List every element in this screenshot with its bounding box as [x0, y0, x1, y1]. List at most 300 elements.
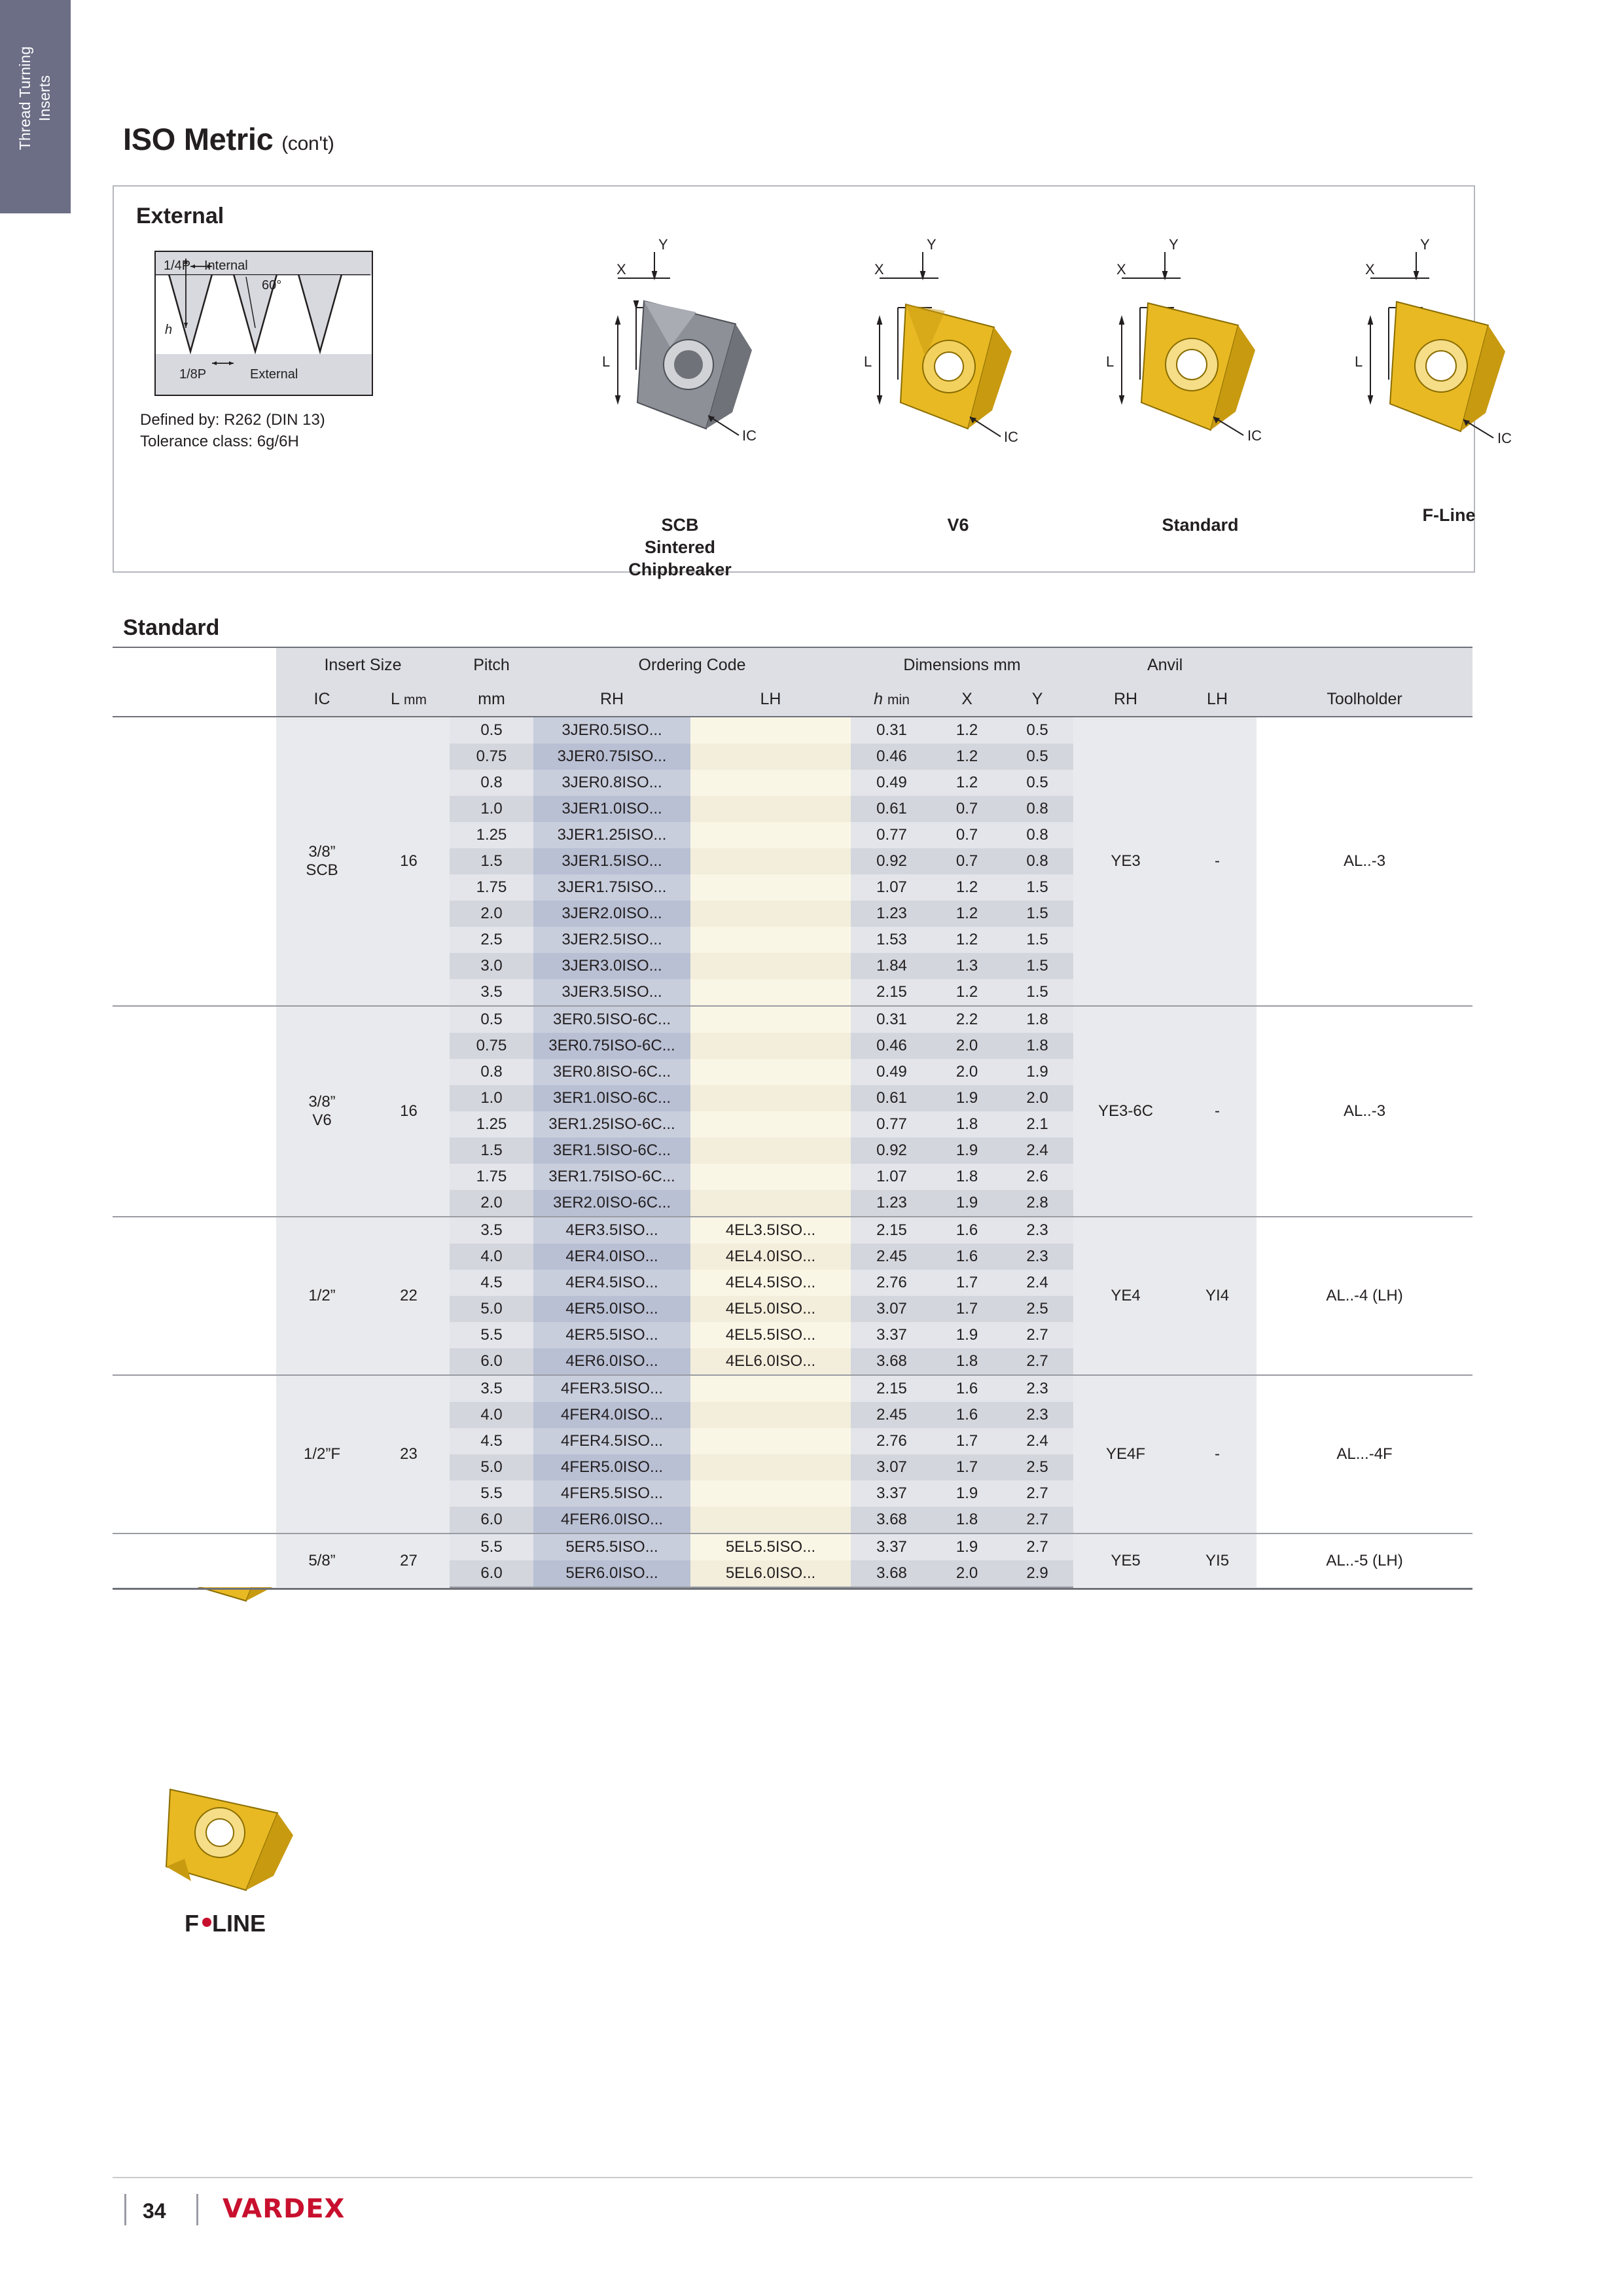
table-row — [113, 1534, 1472, 1560]
cell-pitch: 0.75 — [450, 744, 533, 770]
cell-pitch: 6.0 — [450, 1507, 533, 1534]
figure-caption-scb-l1: SCB — [661, 515, 699, 535]
cell-h-min: 1.53 — [851, 927, 933, 953]
cell-pitch: 2.5 — [450, 927, 533, 953]
cell-h-min: 2.15 — [851, 1375, 933, 1402]
svg-text:IC: IC — [742, 427, 757, 444]
cell-ordering-code-lh — [690, 1480, 851, 1507]
svg-text:IC: IC — [1247, 427, 1262, 444]
cell-pitch: 1.5 — [450, 848, 533, 874]
cell-pitch: 1.25 — [450, 1111, 533, 1138]
cell-ordering-code-rh: 4ER6.0ISO... — [533, 1348, 690, 1375]
cell-x: 1.2 — [933, 744, 1001, 770]
cell-pitch: 0.5 — [450, 1006, 533, 1033]
cell-toolholder: AL..-4 (LH) — [1257, 1217, 1472, 1375]
cell-y: 2.4 — [1001, 1138, 1073, 1164]
cell-x: 1.6 — [933, 1244, 1001, 1270]
cell-h-min: 3.37 — [851, 1480, 933, 1507]
column-header-l — [368, 682, 450, 717]
cell-ordering-code-rh: 3ER1.0ISO-6C... — [533, 1085, 690, 1111]
label-eighth-p: 1/8P — [179, 367, 207, 382]
cell-pitch: 5.5 — [450, 1534, 533, 1560]
cell-y: 2.0 — [1001, 1085, 1073, 1111]
cell-ordering-code-lh — [690, 848, 851, 874]
cell-ordering-code-rh: 3ER0.75ISO-6C... — [533, 1033, 690, 1059]
cell-pitch: 1.25 — [450, 822, 533, 848]
cell-h-min: 2.45 — [851, 1402, 933, 1428]
cell-pitch: 0.8 — [450, 1059, 533, 1085]
column-header-h-min — [851, 682, 933, 717]
cell-ordering-code-lh — [690, 1138, 851, 1164]
cell-ordering-code-rh: 4FER4.0ISO... — [533, 1402, 690, 1428]
cell-ordering-code-lh — [690, 1164, 851, 1190]
cell-ordering-code-rh: 5ER6.0ISO... — [533, 1560, 690, 1587]
group-header-anvil: Anvil — [1073, 648, 1257, 682]
cell-x: 1.7 — [933, 1454, 1001, 1480]
cell-h-min: 0.31 — [851, 717, 933, 744]
insert-image-cell — [113, 1217, 276, 1375]
cell-ordering-code-lh — [690, 1111, 851, 1138]
cell-h-min: 0.46 — [851, 1033, 933, 1059]
cell-ordering-code-lh — [690, 744, 851, 770]
cell-ordering-code-lh — [690, 1006, 851, 1033]
cell-ic: 5/8” — [276, 1534, 368, 1587]
standard-insert-figure-icon — [1102, 239, 1311, 501]
cell-l: 22 — [368, 1217, 450, 1375]
fline-insert-thumbnail-icon — [143, 1761, 306, 1911]
column-header-pitch-mm: mm — [450, 682, 533, 717]
cell-ordering-code-rh: 3JER1.0ISO... — [533, 796, 690, 822]
cell-x: 0.7 — [933, 796, 1001, 822]
cell-x: 1.6 — [933, 1217, 1001, 1244]
cell-x: 1.8 — [933, 1164, 1001, 1190]
cell-ordering-code-rh: 3ER2.0ISO-6C... — [533, 1190, 690, 1217]
cell-h-min: 0.49 — [851, 770, 933, 796]
cell-ordering-code-lh — [690, 770, 851, 796]
cell-y: 2.3 — [1001, 1375, 1073, 1402]
cell-pitch: 1.75 — [450, 874, 533, 901]
cell-pitch: 4.0 — [450, 1402, 533, 1428]
page-title-main: ISO Metric — [123, 122, 274, 156]
cell-y: 0.8 — [1001, 796, 1073, 822]
group-header-blank — [1257, 648, 1472, 682]
svg-text:Y: Y — [927, 239, 936, 253]
cell-ordering-code-rh: 4FER5.5ISO... — [533, 1480, 690, 1507]
cell-ordering-code-rh: 3ER0.8ISO-6C... — [533, 1059, 690, 1085]
insert-image-cell — [113, 1006, 276, 1217]
cell-x: 2.0 — [933, 1560, 1001, 1587]
cell-h-min: 3.37 — [851, 1534, 933, 1560]
cell-pitch: 2.0 — [450, 1190, 533, 1217]
footer-rule — [113, 2177, 1472, 2178]
cell-ordering-code-lh — [690, 953, 851, 979]
cell-ic: 1/2” — [276, 1217, 368, 1375]
cell-anvil-rh: YE3-6C — [1073, 1006, 1178, 1217]
cell-ordering-code-lh: 4EL4.5ISO... — [690, 1270, 851, 1296]
cell-toolholder: AL..-3 — [1257, 717, 1472, 1006]
column-header-l-unit: mm — [403, 692, 427, 708]
cell-ordering-code-rh: 4ER4.0ISO... — [533, 1244, 690, 1270]
header-spacer-2 — [113, 682, 276, 717]
cell-ordering-code-rh: 3JER1.5ISO... — [533, 848, 690, 874]
cell-y: 2.7 — [1001, 1322, 1073, 1348]
section-tab-line2: Inserts — [36, 75, 53, 122]
cell-y: 1.8 — [1001, 1006, 1073, 1033]
table-row — [113, 1006, 1472, 1033]
cell-y: 0.5 — [1001, 744, 1073, 770]
fline-logo-icon — [185, 1908, 283, 1939]
svg-text:IC: IC — [1497, 430, 1512, 446]
label-quarter-p: 1/4P — [164, 259, 191, 273]
svg-text:Y: Y — [658, 239, 668, 253]
defined-by-line1: Defined by: R262 (DIN 13) — [140, 411, 325, 429]
cell-ordering-code-lh: 4EL4.0ISO... — [690, 1244, 851, 1270]
section-tab — [0, 0, 71, 213]
cell-l: 16 — [368, 717, 450, 1006]
table-bottom-rule — [113, 1588, 1472, 1590]
cell-pitch: 3.5 — [450, 1375, 533, 1402]
cell-anvil-rh: YE5 — [1073, 1534, 1178, 1587]
cell-y: 1.5 — [1001, 874, 1073, 901]
cell-l: 27 — [368, 1534, 450, 1587]
cell-y: 1.5 — [1001, 901, 1073, 927]
cell-h-min: 0.61 — [851, 796, 933, 822]
cell-ordering-code-rh: 4FER6.0ISO... — [533, 1507, 690, 1534]
column-header-rh: RH — [533, 682, 690, 717]
svg-text:L: L — [864, 353, 872, 370]
cell-pitch: 3.5 — [450, 979, 533, 1006]
cell-ordering-code-rh: 4FER4.5ISO... — [533, 1428, 690, 1454]
column-header-ic: IC — [276, 682, 368, 717]
cell-ordering-code-lh — [690, 1033, 851, 1059]
page-number: 34 — [143, 2199, 166, 2223]
cell-x: 2.0 — [933, 1059, 1001, 1085]
svg-text:L: L — [1106, 353, 1115, 370]
cell-y: 2.8 — [1001, 1190, 1073, 1217]
cell-x: 2.0 — [933, 1033, 1001, 1059]
cell-ordering-code-rh: 3JER1.25ISO... — [533, 822, 690, 848]
cell-x: 1.9 — [933, 1138, 1001, 1164]
cell-x: 1.2 — [933, 901, 1001, 927]
svg-text:LINE: LINE — [212, 1910, 266, 1937]
scb-insert-figure-icon — [598, 239, 794, 501]
cell-h-min: 1.23 — [851, 901, 933, 927]
cell-pitch: 6.0 — [450, 1348, 533, 1375]
column-header-l-letter: L — [391, 689, 400, 708]
thread-profile-diagram — [140, 251, 376, 401]
section-tab-line1: Thread Turning — [16, 46, 33, 151]
cell-y: 0.8 — [1001, 822, 1073, 848]
cell-ordering-code-lh: 4EL5.0ISO... — [690, 1296, 851, 1322]
table-row — [113, 717, 1472, 744]
cell-ordering-code-lh — [690, 927, 851, 953]
cell-x: 1.2 — [933, 770, 1001, 796]
cell-anvil-lh: YI4 — [1178, 1217, 1257, 1375]
cell-pitch: 4.0 — [450, 1244, 533, 1270]
cell-pitch: 1.5 — [450, 1138, 533, 1164]
defined-by-line2: Tolerance class: 6g/6H — [140, 433, 299, 450]
cell-pitch: 5.0 — [450, 1296, 533, 1322]
cell-anvil-rh: YE3 — [1073, 717, 1178, 1006]
cell-ordering-code-lh: 4EL5.5ISO... — [690, 1322, 851, 1348]
cell-ordering-code-rh: 3JER2.5ISO... — [533, 927, 690, 953]
cell-x: 0.7 — [933, 822, 1001, 848]
cell-l: 16 — [368, 1006, 450, 1217]
cell-y: 2.3 — [1001, 1217, 1073, 1244]
brand-logo: VARDEX — [223, 2194, 346, 2224]
cell-y: 2.4 — [1001, 1428, 1073, 1454]
cell-pitch: 0.75 — [450, 1033, 533, 1059]
cell-toolholder: AL..-5 (LH) — [1257, 1534, 1472, 1587]
cell-pitch: 6.0 — [450, 1560, 533, 1587]
section-tab-label — [15, 23, 54, 173]
cell-x: 1.2 — [933, 927, 1001, 953]
cell-y: 2.3 — [1001, 1402, 1073, 1428]
cell-anvil-rh: YE4F — [1073, 1375, 1178, 1534]
cell-y: 2.5 — [1001, 1454, 1073, 1480]
cell-pitch: 1.0 — [450, 796, 533, 822]
cell-anvil-lh: - — [1178, 1006, 1257, 1217]
cell-y: 2.9 — [1001, 1560, 1073, 1587]
cell-x: 1.9 — [933, 1322, 1001, 1348]
cell-pitch: 4.5 — [450, 1428, 533, 1454]
group-header-insert-size: Insert Size — [276, 648, 450, 682]
cell-anvil-lh: YI5 — [1178, 1534, 1257, 1587]
column-header-anvil-lh: LH — [1178, 682, 1257, 717]
cell-ordering-code-rh: 3JER0.75ISO... — [533, 744, 690, 770]
cell-l: 23 — [368, 1375, 450, 1534]
cell-y: 2.7 — [1001, 1534, 1073, 1560]
cell-ordering-code-rh: 3ER1.75ISO-6C... — [533, 1164, 690, 1190]
column-header-lh: LH — [690, 682, 851, 717]
column-header-x: X — [933, 682, 1001, 717]
cell-y: 2.3 — [1001, 1244, 1073, 1270]
cell-ordering-code-rh: 4ER5.0ISO... — [533, 1296, 690, 1322]
table-row — [113, 1217, 1472, 1244]
table-group-header-row — [113, 648, 1472, 682]
cell-x: 1.8 — [933, 1507, 1001, 1534]
column-header-toolholder: Toolholder — [1257, 682, 1472, 717]
cell-pitch: 5.5 — [450, 1322, 533, 1348]
cell-h-min: 0.77 — [851, 822, 933, 848]
cell-x: 1.7 — [933, 1270, 1001, 1296]
cell-h-min: 0.92 — [851, 848, 933, 874]
cell-pitch: 4.5 — [450, 1270, 533, 1296]
cell-ordering-code-rh: 3ER1.25ISO-6C... — [533, 1111, 690, 1138]
cell-x: 1.8 — [933, 1348, 1001, 1375]
figure-caption-scb-l2: Sintered — [644, 537, 716, 557]
cell-x: 1.2 — [933, 874, 1001, 901]
cell-h-min: 0.49 — [851, 1059, 933, 1085]
group-header-dimensions: Dimensions mm — [851, 648, 1073, 682]
cell-ordering-code-lh: 4EL3.5ISO... — [690, 1217, 851, 1244]
cell-toolholder: AL..-3 — [1257, 1006, 1472, 1217]
label-internal: Internal — [204, 259, 248, 273]
cell-ordering-code-rh: 3JER0.8ISO... — [533, 770, 690, 796]
cell-ordering-code-rh: 4ER4.5ISO... — [533, 1270, 690, 1296]
cell-h-min: 3.68 — [851, 1507, 933, 1534]
column-header-h: h — [874, 689, 883, 708]
cell-ordering-code-lh — [690, 901, 851, 927]
defined-by-note — [140, 409, 325, 452]
cell-pitch: 0.8 — [450, 770, 533, 796]
cell-ordering-code-lh — [690, 1507, 851, 1534]
cell-y: 1.5 — [1001, 953, 1073, 979]
cell-x: 2.2 — [933, 1006, 1001, 1033]
footer-bar-left — [124, 2194, 126, 2225]
standard-section-title: Standard — [123, 615, 220, 640]
svg-text:L: L — [1355, 353, 1363, 370]
cell-y: 1.8 — [1001, 1033, 1073, 1059]
cell-h-min: 2.76 — [851, 1270, 933, 1296]
cell-x: 1.9 — [933, 1085, 1001, 1111]
figure-caption-fline: F-Line — [1422, 505, 1476, 525]
external-panel-label: External — [136, 204, 224, 228]
cell-y: 0.8 — [1001, 848, 1073, 874]
cell-y: 2.7 — [1001, 1348, 1073, 1375]
cell-x: 0.7 — [933, 848, 1001, 874]
cell-h-min: 3.37 — [851, 1322, 933, 1348]
svg-text:F: F — [185, 1910, 199, 1937]
cell-ordering-code-rh: 3JER0.5ISO... — [533, 717, 690, 744]
cell-y: 2.6 — [1001, 1164, 1073, 1190]
external-panel — [113, 185, 1512, 579]
cell-x: 1.7 — [933, 1296, 1001, 1322]
svg-text:Y: Y — [1420, 239, 1430, 253]
cell-ordering-code-lh — [690, 717, 851, 744]
cell-ordering-code-lh: 5EL5.5ISO... — [690, 1534, 851, 1560]
cell-pitch: 1.75 — [450, 1164, 533, 1190]
cell-ordering-code-lh — [690, 796, 851, 822]
cell-ordering-code-lh: 4EL6.0ISO... — [690, 1348, 851, 1375]
svg-text:L: L — [602, 353, 611, 370]
fline-insert-figure-icon — [1351, 239, 1560, 501]
cell-x: 1.9 — [933, 1534, 1001, 1560]
cell-h-min: 3.07 — [851, 1454, 933, 1480]
cell-ic: 1/2”F — [276, 1375, 368, 1534]
cell-h-min: 2.76 — [851, 1428, 933, 1454]
svg-text:IC: IC — [1004, 429, 1018, 445]
page-title — [123, 121, 334, 157]
column-header-y: Y — [1001, 682, 1073, 717]
cell-h-min: 0.92 — [851, 1138, 933, 1164]
table-body — [113, 717, 1472, 1587]
cell-ic: 3/8” V6 — [276, 1006, 368, 1217]
cell-ordering-code-rh: 4FER3.5ISO... — [533, 1375, 690, 1402]
cell-x: 1.7 — [933, 1428, 1001, 1454]
cell-x: 1.9 — [933, 1480, 1001, 1507]
cell-y: 1.5 — [1001, 927, 1073, 953]
figure-caption-scb-l3: Chipbreaker — [628, 560, 732, 579]
cell-ordering-code-lh — [690, 1428, 851, 1454]
insert-image-cell — [113, 1534, 276, 1587]
cell-h-min: 2.15 — [851, 1217, 933, 1244]
cell-ordering-code-lh — [690, 1059, 851, 1085]
cell-ordering-code-lh — [690, 1085, 851, 1111]
table-column-header-row — [113, 682, 1472, 717]
column-header-min: min — [887, 692, 910, 708]
cell-h-min: 3.68 — [851, 1560, 933, 1587]
cell-ordering-code-lh — [690, 1402, 851, 1428]
cell-h-min: 1.23 — [851, 1190, 933, 1217]
label-h: h — [165, 323, 173, 337]
svg-text:X: X — [1365, 261, 1375, 278]
cell-h-min: 2.15 — [851, 979, 933, 1006]
svg-text:X: X — [874, 261, 884, 278]
cell-x: 1.6 — [933, 1402, 1001, 1428]
insert-table — [113, 648, 1472, 1588]
cell-y: 1.9 — [1001, 1059, 1073, 1085]
cell-anvil-lh: - — [1178, 717, 1257, 1006]
cell-ordering-code-lh — [690, 822, 851, 848]
cell-y: 2.7 — [1001, 1480, 1073, 1507]
cell-y: 2.7 — [1001, 1507, 1073, 1534]
insert-image-cell — [113, 717, 276, 1006]
cell-toolholder: AL...-4F — [1257, 1375, 1472, 1534]
cell-ordering-code-lh — [690, 979, 851, 1006]
cell-x: 1.2 — [933, 979, 1001, 1006]
insert-image-cell — [113, 1375, 276, 1534]
cell-h-min: 0.46 — [851, 744, 933, 770]
cell-y: 0.5 — [1001, 770, 1073, 796]
cell-x: 1.3 — [933, 953, 1001, 979]
cell-ordering-code-rh: 4ER3.5ISO... — [533, 1217, 690, 1244]
group-header-ordering-code: Ordering Code — [533, 648, 851, 682]
cell-pitch: 3.5 — [450, 1217, 533, 1244]
figure-caption-scb — [572, 514, 788, 581]
cell-ordering-code-rh: 3ER0.5ISO-6C... — [533, 1006, 690, 1033]
cell-h-min: 3.07 — [851, 1296, 933, 1322]
cell-ordering-code-lh: 5EL6.0ISO... — [690, 1560, 851, 1587]
cell-ordering-code-lh — [690, 874, 851, 901]
cell-h-min: 2.45 — [851, 1244, 933, 1270]
cell-x: 1.2 — [933, 717, 1001, 744]
cell-ordering-code-rh: 4ER5.5ISO... — [533, 1322, 690, 1348]
cell-ordering-code-rh: 5ER5.5ISO... — [533, 1534, 690, 1560]
svg-text:Y: Y — [1169, 239, 1179, 253]
cell-ordering-code-rh: 3JER1.75ISO... — [533, 874, 690, 901]
cell-y: 1.5 — [1001, 979, 1073, 1006]
cell-anvil-lh: - — [1178, 1375, 1257, 1534]
cell-pitch: 1.0 — [450, 1085, 533, 1111]
figure-caption-standard: Standard — [1162, 515, 1239, 535]
cell-h-min: 3.68 — [851, 1348, 933, 1375]
cell-h-min: 0.77 — [851, 1111, 933, 1138]
v6-insert-figure-icon — [860, 239, 1069, 501]
label-external: External — [250, 367, 298, 382]
cell-ordering-code-rh: 3ER1.5ISO-6C... — [533, 1138, 690, 1164]
page-title-suffix: (con't) — [281, 133, 334, 154]
cell-h-min: 1.07 — [851, 874, 933, 901]
cell-y: 0.5 — [1001, 717, 1073, 744]
cell-y: 2.5 — [1001, 1296, 1073, 1322]
footer-bar-right — [196, 2194, 198, 2225]
cell-h-min: 0.61 — [851, 1085, 933, 1111]
label-thread-angle: 60° — [262, 278, 282, 293]
table-row — [113, 1375, 1472, 1402]
cell-ordering-code-rh: 3JER3.5ISO... — [533, 979, 690, 1006]
column-header-anvil-rh: RH — [1073, 682, 1178, 717]
standard-insert-table — [113, 648, 1472, 1588]
cell-ordering-code-lh — [690, 1375, 851, 1402]
header-spacer — [113, 648, 276, 682]
cell-ordering-code-lh — [690, 1190, 851, 1217]
cell-h-min: 0.31 — [851, 1006, 933, 1033]
cell-x: 1.9 — [933, 1190, 1001, 1217]
svg-text:X: X — [1116, 261, 1126, 278]
svg-text:X: X — [616, 261, 626, 278]
cell-y: 2.1 — [1001, 1111, 1073, 1138]
